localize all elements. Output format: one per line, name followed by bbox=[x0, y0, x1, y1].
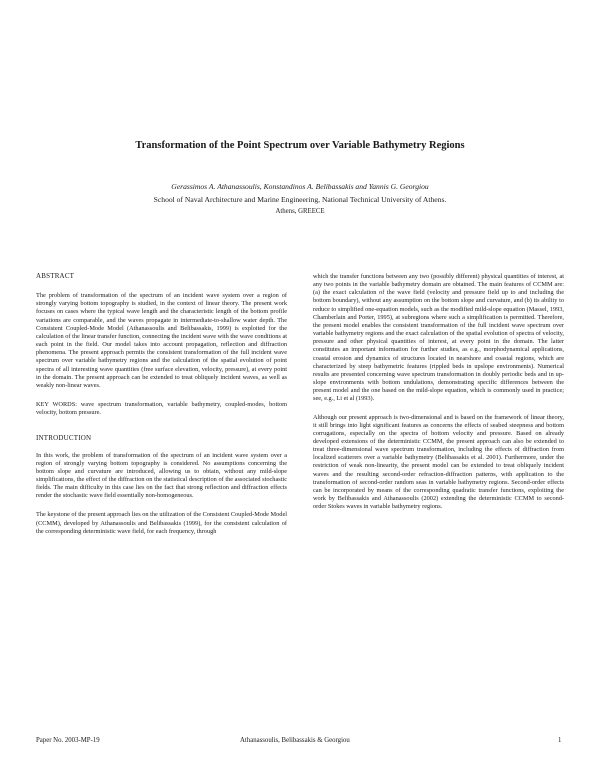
right-paragraph-2: Although our present approach is two-dimensional and is based on the framework of linear theory, it still brings into light significant features as concerns the effects of seabed steepness and bottom corrugations, especially on the spectra of bottom velocity and pressure. Based on already developed extensions of the deterministic CCMM, the present approach can also be extended to treat three-dimensional wave spectrum transformation, including the effects of diffraction from localized scatterers over a variable bathymetry (Belibassakis et al. 2001). Furthermore, under the restriction of weak non-linearity, the present model can be extended to treat obliquely incident waves and the resulting second-order refraction-diffraction patterns, with application to the transformation of second-order random seas in variable bathymetry regions. Second-order effects can be incorporated by means of the corresponding quadratic transfer functions, exploiting the work by Belibassakis and Athanassoulis (2002) extending the deterministic CCMM to second-order Stokes waves in variable bathymetry regions. bbox=[313, 413, 564, 511]
right-column bbox=[313, 273, 564, 511]
footer-page-number: 1 bbox=[558, 737, 562, 744]
affiliation-city: Athens, GREECE bbox=[275, 208, 325, 215]
intro-paragraph-2: The keystone of the present approach lies on the utilization of the Consistent Coupled-Mode Model (CCMM), developed by Athanassoulis and Belibassakis (1999), for the consistent calculation of the corresponding deterministic wave field, for each frequency, through bbox=[36, 511, 287, 535]
introduction-heading: INTRODUCTION bbox=[36, 434, 92, 443]
footer-authors: Athanassoulis, Belibassakis & Georgiou bbox=[240, 737, 350, 744]
left-column bbox=[36, 272, 287, 536]
abstract-heading: ABSTRACT bbox=[36, 272, 75, 280]
affiliation: School of Naval Architecture and Marine Engineering, National Technical University of Athens. bbox=[153, 195, 447, 204]
footer-paper-number: Paper No. 2003-MP-19 bbox=[36, 737, 100, 744]
keywords: KEY WORDS: wave spectrum transformation, variable bathymetry, coupled-modes, bottom velocity, bottom pressure. bbox=[36, 401, 287, 417]
abstract-text: The problem of transformation of the spectrum of an incident wave system over a region of strongly varying bottom topography is studied, in the context of linear theory. The present work focuses on cases where the typical wave length and the characteristic length of the bottom profile variations are comparable, and the waves propagate in intermediate-to-shallow water depth. The Consistent Coupled-Mode Model (Athanassoulis and Belibassakis, 1999) is exploited for the calculation of the linear transfer function, connecting the incident wave with the wave conditions at each point in the field. Our model takes into account propagation, reflection and diffraction phenomena. The present approach permits the consistent transformation of the full incident wave spectrum over variable bathymetry regions and the calculation of the spatial evolution of point spectra of all interesting wave quantities (free surface elevation, velocity, pressure), at every point in the domain. The present approach can be extended to treat obliquely incident waves, as well as weakly non-linear waves. bbox=[36, 292, 287, 389]
intro-paragraph-1: In this work, the problem of transformation of the spectrum of an incident wave system over a region of strongly varying bottom topography is considered. No assumptions concerning the bottom slope and curvature are introduced, allowing us to obtain, without any mild-slope simplifications, the effect of the diffraction on the statistical description of the associated stochastic fields. The main difficulty in this case lies on the fact that strong reflection and diffraction effects render the stochastic wave field essentially non-homogeneous. bbox=[36, 451, 287, 500]
paper-title: Transformation of the Point Spectrum over Variable Bathymetry Regions bbox=[135, 140, 465, 151]
right-paragraph-1: which the transfer functions between any two (possibly different) physical quantities of interest, at any two points in the variable bathymetry domain are obtained. The main features of CCMM are: (a) the exact calculation of the wave field (velocity and pressure field up to and including the bottom boundary), without any assumption on the bottom slope and curvature, and (b) its ability to reduce to simplified one-equation models, such as the modified mild-slope equation (Massel, 1993, Chamberlain and Porter, 1995), at subregions where such a simplification is permitted. Therefore, the present model enables the consistent transformation of the full incident wave spectrum over variable bathymetry regions and the exact calculation of the spatial evolution of spectra of velocity, pressure and other physical quantities of interest, at every point in the domain. The latter constitutes an important information for further studies, as e.g., morphodynamical applications, coastal erosion and dynamics of structures located in nearshore and coastal regions, which are characterized by steep bathymetric features (rippled beds in upslope environments). Numerical results are presented concerning wave spectrum transformation in doubly periodic beds and in up-slope environments with bottom undulations, demonstrating specific differences between the present model and the one based on the mild-slope equation, which is commonly used in practice; see, e.g., Li et al (1993). bbox=[313, 273, 564, 403]
author-list: Gerassimos A. Athanassoulis, Konstandinos A. Belibassakis and Yannis G. Georgiou bbox=[171, 182, 429, 191]
